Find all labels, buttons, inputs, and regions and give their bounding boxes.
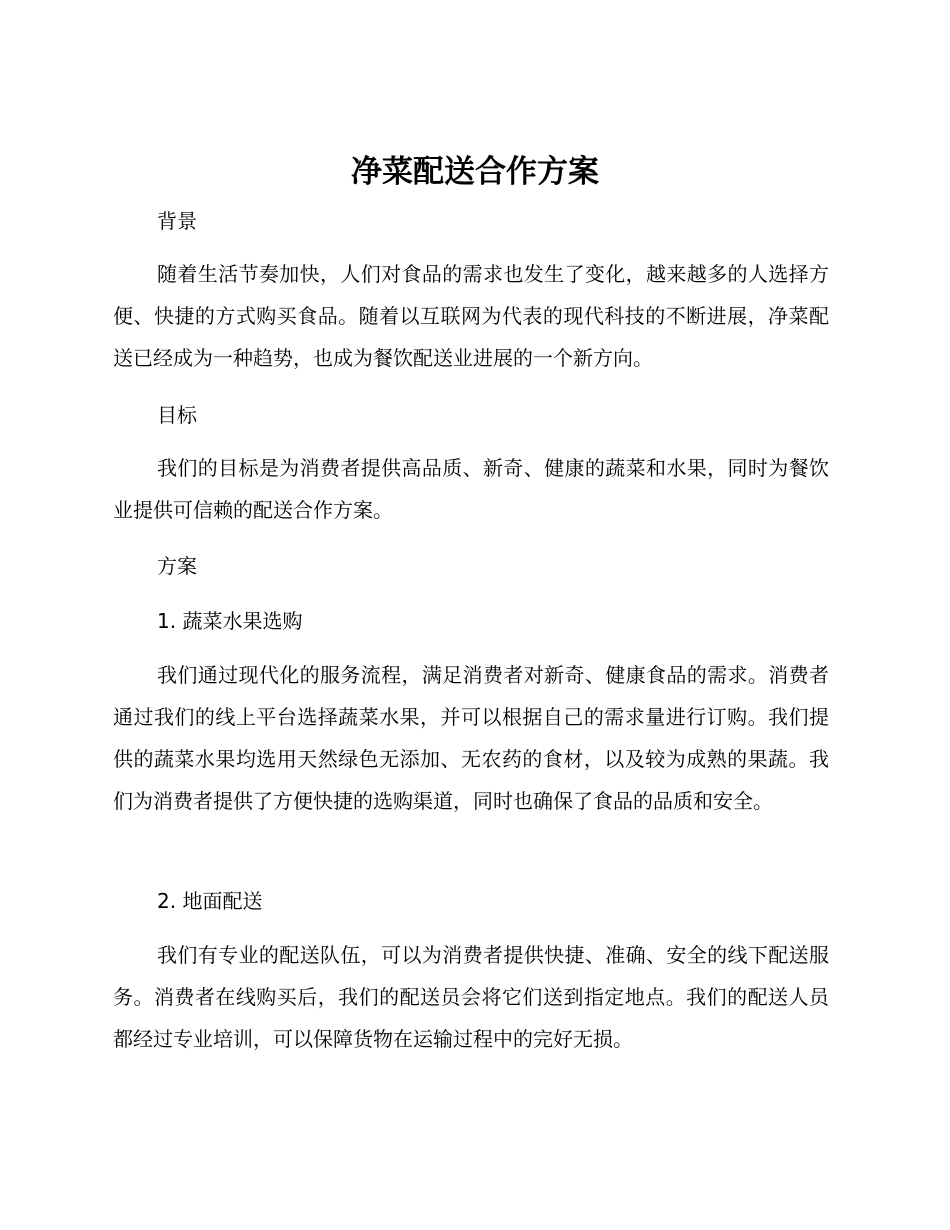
paragraph-delivery: 我们有专业的配送队伍，可以为消费者提供快捷、准确、安全的线下配送服务。消费者在线购买后，我们的配送员会将它们送到指定地点。我们的配送人员都经过专业培训，可以保障货物在运输过程中的完好无损。 [113,943,829,1051]
section-heading-plan: 方案 [157,554,197,578]
document-title: 净菜配送合作方案 [351,154,599,190]
paragraph-goal: 我们的目标是为消费者提供高品质、新奇、健康的蔬菜和水果，同时为餐饮业提供可信赖的配送合作方案。 [113,456,829,522]
subsection-heading-selection: 1. 蔬菜水果选购 [157,609,303,633]
section-heading-goal: 目标 [157,403,197,427]
paragraph-background: 随着生活节奏加快，人们对食品的需求也发生了变化，越来越多的人选择方便、快捷的方式购买食品。随着以互联网为代表的现代科技的不断进展，净菜配送已经成为一种趋势，也成为餐饮配送业进展的一个新方向。 [113,262,829,370]
section-heading-background: 背景 [157,209,197,233]
paragraph-selection: 我们通过现代化的服务流程，满足消费者对新奇、健康食品的需求。消费者通过我们的线上平台选择蔬菜水果，并可以根据自己的需求量进行订购。我们提供的蔬菜水果均选用天然绿色无添加、无农药的食材，以及较为成熟的果蔬。我们为消费者提供了方便快捷的选购渠道，同时也确保了食品的品质和安全。 [113,663,829,813]
subsection-heading-delivery: 2. 地面配送 [157,889,263,913]
